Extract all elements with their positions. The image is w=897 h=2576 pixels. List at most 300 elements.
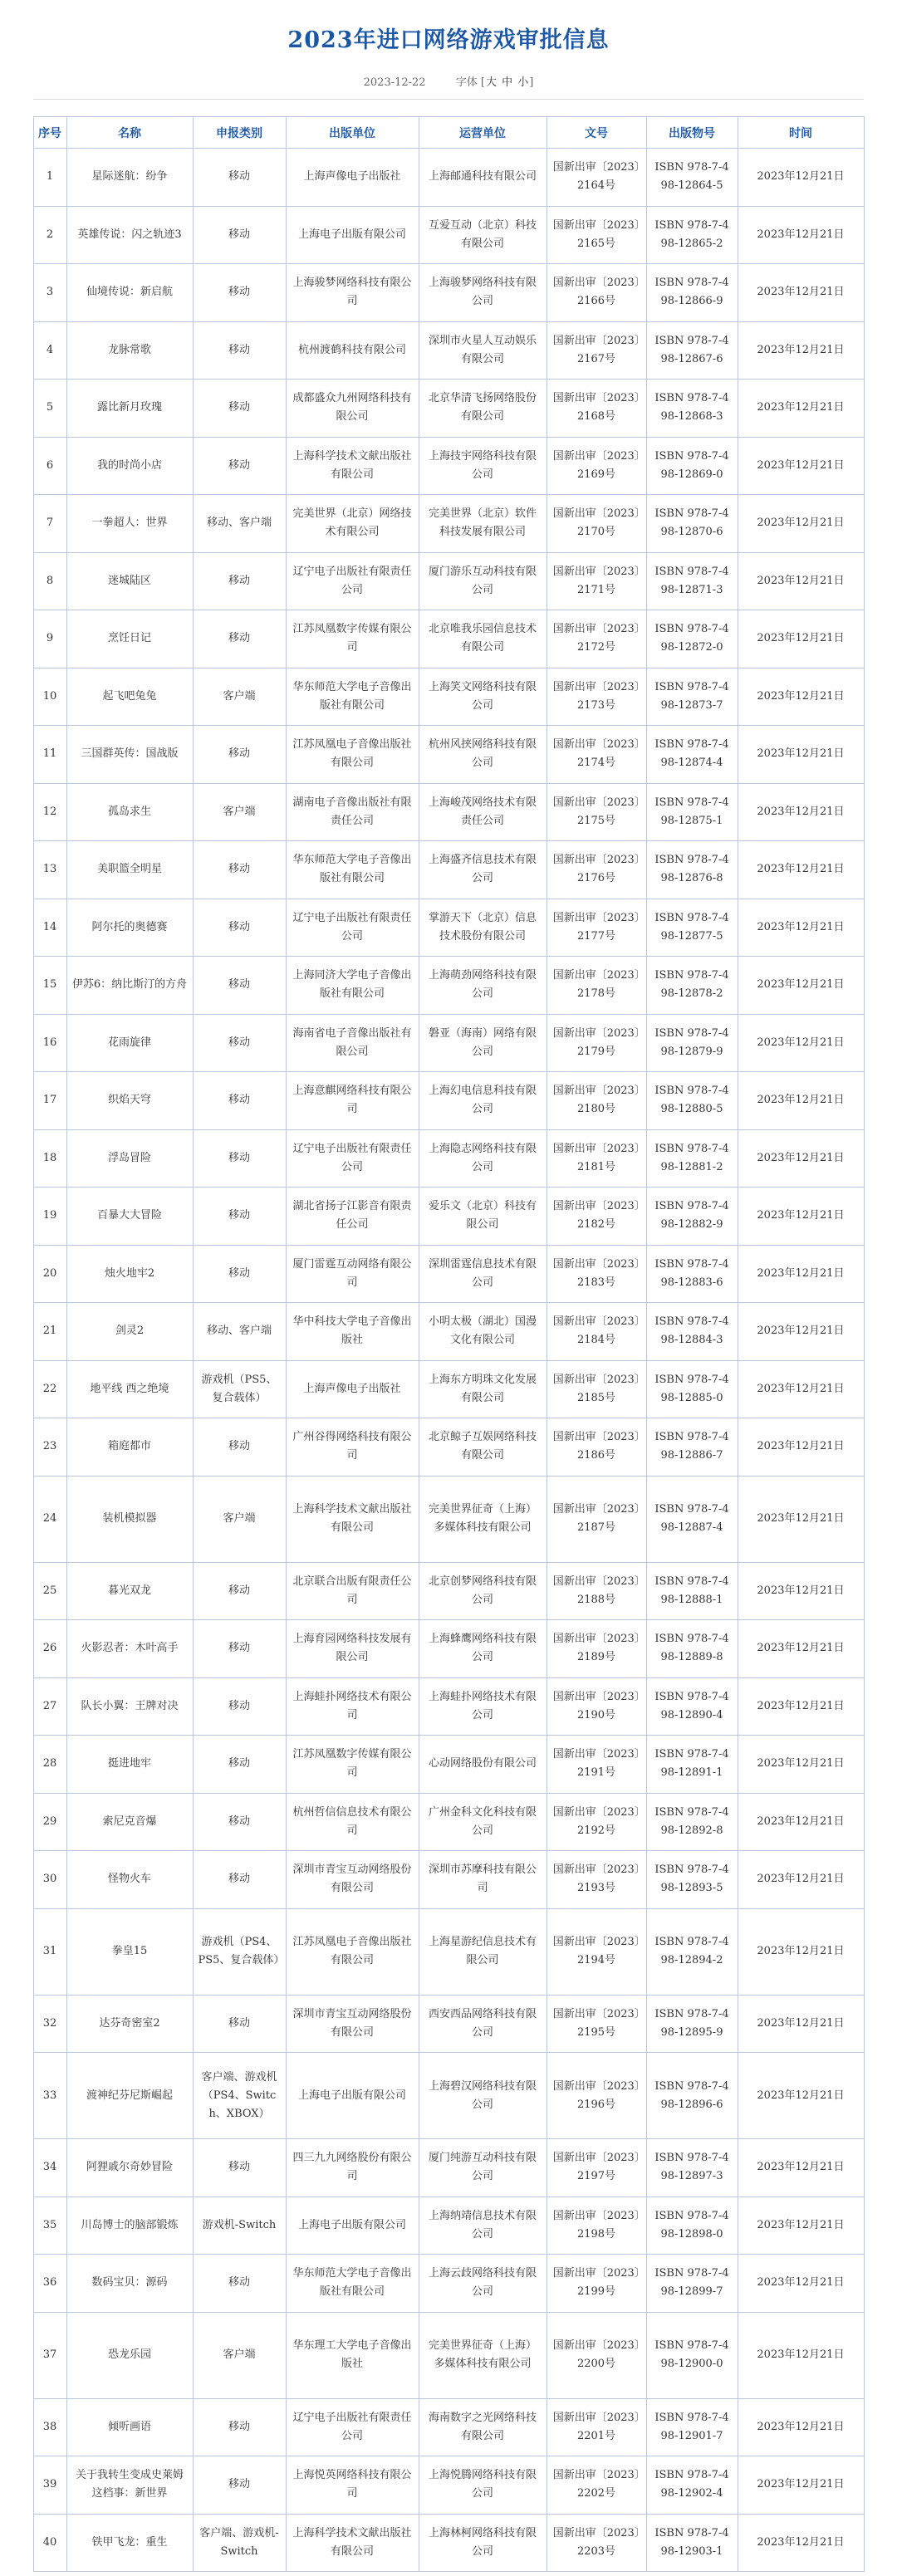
cell-operator: 心动网络股份有限公司 [419, 1736, 547, 1794]
table-row [33, 380, 864, 438]
cell-category: 客户端 [193, 1476, 286, 1562]
cell-category: 移动 [193, 726, 286, 784]
cell-name: 怪物火车 [66, 1851, 193, 1909]
cell-operator: 完美世界（北京）软件科技发展有限公司 [419, 495, 547, 553]
cell-date: 2023年12月21日 [738, 1188, 864, 1246]
cell-index: 32 [33, 1995, 66, 2053]
publish-date: 2023-12-22 [363, 76, 426, 89]
cell-date: 2023年12月21日 [738, 841, 864, 899]
cell-index: 6 [33, 437, 66, 495]
cell-publisher: 华中科技大学电子音像出版社 [286, 1303, 419, 1361]
cell-publisher: 上海电子出版有限公司 [286, 2053, 419, 2139]
cell-name: 渡神纪芬尼斯崛起 [66, 2053, 193, 2139]
cell-isbn: ISBN 978-7-498-12894-2 [646, 1908, 738, 1995]
cell-operator: 上海骏梦网络科技有限公司 [419, 264, 547, 322]
cell-category: 移动 [193, 1188, 286, 1246]
cell-category: 移动 [193, 149, 286, 207]
cell-publisher: 华东理工大学电子音像出版社 [286, 2312, 419, 2398]
table-row [33, 1014, 864, 1072]
cell-approval-no: 国新出审〔2023〕2182号 [547, 1188, 646, 1246]
cell-operator: 上海蛙扑网络技术有限公司 [419, 1677, 547, 1736]
cell-index: 39 [33, 2456, 66, 2515]
cell-category: 移动 [193, 437, 286, 495]
cell-index: 37 [33, 2312, 66, 2398]
cell-name: 烛火地牢2 [66, 1245, 193, 1303]
cell-operator: 广州金科文化科技有限公司 [419, 1793, 547, 1851]
table-row [33, 1851, 864, 1909]
cell-index: 1 [33, 149, 66, 207]
table-row [33, 1072, 864, 1130]
cell-isbn: ISBN 978-7-498-12902-4 [646, 2456, 738, 2515]
cell-isbn: ISBN 978-7-498-12870-6 [646, 495, 738, 553]
cell-publisher: 华东师范大学电子音像出版社有限公司 [286, 2255, 419, 2313]
cell-date: 2023年12月21日 [738, 1360, 864, 1418]
cell-publisher: 上海育园网络科技发展有限公司 [286, 1620, 419, 1678]
cell-date: 2023年12月21日 [738, 2398, 864, 2456]
cell-category: 移动 [193, 2456, 286, 2515]
cell-category: 游戏机（PS5、复合载体） [193, 1360, 286, 1418]
cell-name: 达芬奇密室2 [66, 1995, 193, 2053]
cell-category: 客户端 [193, 783, 286, 841]
cell-approval-no: 国新出审〔2023〕2170号 [547, 495, 646, 553]
cell-category: 移动 [193, 321, 286, 380]
cell-isbn: ISBN 978-7-498-12879-9 [646, 1014, 738, 1072]
cell-isbn: ISBN 978-7-498-12869-0 [646, 437, 738, 495]
cell-isbn: ISBN 978-7-498-12884-3 [646, 1303, 738, 1361]
cell-name: 装机模拟器 [66, 1476, 193, 1562]
cell-date: 2023年12月21日 [738, 783, 864, 841]
cell-publisher: 上海科学技术文献出版社有限公司 [286, 437, 419, 495]
table-row [33, 495, 864, 553]
cell-index: 16 [33, 1014, 66, 1072]
cell-isbn: ISBN 978-7-498-12873-7 [646, 668, 738, 726]
cell-isbn: ISBN 978-7-498-12901-7 [646, 2398, 738, 2456]
cell-approval-no: 国新出审〔2023〕2183号 [547, 1245, 646, 1303]
cell-publisher: 江苏凤凰电子音像出版社有限公司 [286, 1908, 419, 1995]
cell-publisher: 海南省电子音像出版社有限公司 [286, 1014, 419, 1072]
cell-publisher: 上海意麒网络科技有限公司 [286, 1072, 419, 1130]
font-size-label: 字体 [455, 76, 478, 89]
cell-category: 移动 [193, 1677, 286, 1736]
cell-isbn: ISBN 978-7-498-12888-1 [646, 1562, 738, 1620]
cell-index: 4 [33, 321, 66, 380]
table-row [33, 783, 864, 841]
cell-category: 移动 [193, 1562, 286, 1620]
cell-publisher: 上海声像电子出版社 [286, 149, 419, 207]
cell-index: 38 [33, 2398, 66, 2456]
cell-approval-no: 国新出审〔2023〕2166号 [547, 264, 646, 322]
cell-isbn: ISBN 978-7-498-12903-1 [646, 2514, 738, 2572]
cell-index: 18 [33, 1129, 66, 1188]
cell-approval-no: 国新出审〔2023〕2190号 [547, 1677, 646, 1736]
cell-operator: 上海悦腾网络科技有限公司 [419, 2456, 547, 2515]
cell-operator: 北京创梦网络科技有限公司 [419, 1562, 547, 1620]
table-row [33, 1620, 864, 1678]
column-header-name: 名称 [66, 117, 193, 149]
cell-approval-no: 国新出审〔2023〕2174号 [547, 726, 646, 784]
cell-date: 2023年12月21日 [738, 957, 864, 1015]
cell-date: 2023年12月21日 [738, 552, 864, 610]
cell-index: 7 [33, 495, 66, 553]
table-row [33, 2139, 864, 2197]
cell-operator: 深圳市火星人互动娱乐有限公司 [419, 321, 547, 380]
cell-operator: 上海纳靖信息技术有限公司 [419, 2196, 547, 2255]
font-size-medium-button[interactable]: 中 [502, 76, 513, 89]
cell-isbn: ISBN 978-7-498-12900-0 [646, 2312, 738, 2398]
cell-category: 移动 [193, 1129, 286, 1188]
cell-isbn: ISBN 978-7-498-12886-7 [646, 1418, 738, 1477]
cell-approval-no: 国新出审〔2023〕2191号 [547, 1736, 646, 1794]
cell-publisher: 湖北省扬子江影音有限责任公司 [286, 1188, 419, 1246]
cell-index: 30 [33, 1851, 66, 1909]
cell-name: 仙境传说：新启航 [66, 264, 193, 322]
cell-approval-no: 国新出审〔2023〕2192号 [547, 1793, 646, 1851]
cell-approval-no: 国新出审〔2023〕2165号 [547, 206, 646, 264]
table-row [33, 1245, 864, 1303]
cell-date: 2023年12月21日 [738, 321, 864, 380]
table-body [33, 149, 864, 2572]
cell-name: 三国群英传：国战版 [66, 726, 193, 784]
table-row [33, 437, 864, 495]
cell-operator: 海南数字之光网络科技有限公司 [419, 2398, 547, 2456]
cell-category: 客户端 [193, 2312, 286, 2398]
cell-approval-no: 国新出审〔2023〕2194号 [547, 1908, 646, 1995]
cell-category: 客户端、游戏机（PS4、Switch、XBOX） [193, 2053, 286, 2139]
cell-publisher: 厦门雷霆互动网络有限公司 [286, 1245, 419, 1303]
cell-approval-no: 国新出审〔2023〕2180号 [547, 1072, 646, 1130]
cell-publisher: 深圳市青宝互动网络股份有限公司 [286, 1995, 419, 2053]
table-row [33, 1129, 864, 1188]
table-row [33, 2312, 864, 2398]
cell-category: 移动 [193, 380, 286, 438]
cell-isbn: ISBN 978-7-498-12880-5 [646, 1072, 738, 1130]
cell-approval-no: 国新出审〔2023〕2199号 [547, 2255, 646, 2313]
cell-name: 拳皇15 [66, 1908, 193, 1995]
cell-category: 移动 [193, 1995, 286, 2053]
cell-category: 移动 [193, 552, 286, 610]
cell-approval-no: 国新出审〔2023〕2198号 [547, 2196, 646, 2255]
table-row [33, 2398, 864, 2456]
cell-index: 35 [33, 2196, 66, 2255]
cell-category: 移动 [193, 264, 286, 322]
cell-isbn: ISBN 978-7-498-12878-2 [646, 957, 738, 1015]
cell-date: 2023年12月21日 [738, 1476, 864, 1562]
table-row [33, 1908, 864, 1995]
cell-isbn: ISBN 978-7-498-12889-8 [646, 1620, 738, 1678]
table-row [33, 1736, 864, 1794]
cell-date: 2023年12月21日 [738, 264, 864, 322]
cell-date: 2023年12月21日 [738, 1072, 864, 1130]
cell-name: 索尼克音爆 [66, 1793, 193, 1851]
cell-isbn: ISBN 978-7-498-12868-3 [646, 380, 738, 438]
cell-name: 美职篮全明星 [66, 841, 193, 899]
cell-approval-no: 国新出审〔2023〕2175号 [547, 783, 646, 841]
cell-category: 移动 [193, 1014, 286, 1072]
cell-name: 倾听画语 [66, 2398, 193, 2456]
cell-date: 2023年12月21日 [738, 2312, 864, 2398]
table-row [33, 206, 864, 264]
cell-name: 关于我转生变成史莱姆这档事：新世界 [66, 2456, 193, 2515]
cell-category: 移动 [193, 206, 286, 264]
cell-isbn: ISBN 978-7-498-12899-7 [646, 2255, 738, 2313]
cell-approval-no: 国新出审〔2023〕2201号 [547, 2398, 646, 2456]
cell-publisher: 江苏凤凰电子音像出版社有限公司 [286, 726, 419, 784]
table-row [33, 2196, 864, 2255]
cell-name: 织焰天穹 [66, 1072, 193, 1130]
cell-approval-no: 国新出审〔2023〕2173号 [547, 668, 646, 726]
cell-category: 移动 [193, 1418, 286, 1477]
cell-operator: 完美世界征奇（上海）多媒体科技有限公司 [419, 1476, 547, 1562]
cell-category: 移动 [193, 1793, 286, 1851]
cell-isbn: ISBN 978-7-498-12865-2 [646, 206, 738, 264]
cell-approval-no: 国新出审〔2023〕2178号 [547, 957, 646, 1015]
bracket-open: [ [480, 76, 485, 89]
cell-date: 2023年12月21日 [738, 1677, 864, 1736]
cell-isbn: ISBN 978-7-498-12896-6 [646, 2053, 738, 2139]
cell-index: 8 [33, 552, 66, 610]
cell-approval-no: 国新出审〔2023〕2188号 [547, 1562, 646, 1620]
cell-name: 川岛博士的脑部锻炼 [66, 2196, 193, 2255]
cell-approval-no: 国新出审〔2023〕2187号 [547, 1476, 646, 1562]
cell-category: 移动 [193, 2139, 286, 2197]
cell-operator: 上海星游纪信息技术有限公司 [419, 1908, 547, 1995]
cell-operator: 上海碧汉网络科技有限公司 [419, 2053, 547, 2139]
cell-name: 英雄传说：闪之轨迹3 [66, 206, 193, 264]
column-header-index: 序号 [33, 117, 66, 149]
cell-publisher: 辽宁电子出版社有限责任公司 [286, 552, 419, 610]
table-row [33, 1360, 864, 1418]
bracket-close: ] [529, 76, 534, 89]
table-row [33, 1677, 864, 1736]
cell-operator: 小明太极（湖北）国漫文化有限公司 [419, 1303, 547, 1361]
cell-date: 2023年12月21日 [738, 1562, 864, 1620]
cell-publisher: 华东师范大学电子音像出版社有限公司 [286, 841, 419, 899]
cell-approval-no: 国新出审〔2023〕2193号 [547, 1851, 646, 1909]
table-row [33, 841, 864, 899]
cell-publisher: 上海骏梦网络科技有限公司 [286, 264, 419, 322]
cell-operator: 上海蜂鹰网络科技有限公司 [419, 1620, 547, 1678]
cell-category: 移动 [193, 1072, 286, 1130]
cell-isbn: ISBN 978-7-498-12891-1 [646, 1736, 738, 1794]
table-row [33, 668, 864, 726]
table-row [33, 1476, 864, 1562]
table-row [33, 1562, 864, 1620]
cell-name: 暮光双龙 [66, 1562, 193, 1620]
cell-approval-no: 国新出审〔2023〕2186号 [547, 1418, 646, 1477]
column-header-publisher: 出版单位 [286, 117, 419, 149]
cell-operator: 北京鲸子互娱网络科技有限公司 [419, 1418, 547, 1477]
cell-publisher: 北京联合出版有限责任公司 [286, 1562, 419, 1620]
cell-date: 2023年12月21日 [738, 1620, 864, 1678]
table-row [33, 2456, 864, 2515]
cell-name: 起飞吧兔兔 [66, 668, 193, 726]
column-header-approval-no: 文号 [547, 117, 646, 149]
cell-approval-no: 国新出审〔2023〕2169号 [547, 437, 646, 495]
cell-publisher: 上海蛙扑网络技术有限公司 [286, 1677, 419, 1736]
cell-name: 火影忍者：木叶高手 [66, 1620, 193, 1678]
cell-index: 20 [33, 1245, 66, 1303]
table-row [33, 2053, 864, 2139]
cell-name: 数码宝贝：源码 [66, 2255, 193, 2313]
font-size-large-button[interactable]: 大 [485, 76, 497, 89]
cell-publisher: 辽宁电子出版社有限责任公司 [286, 899, 419, 957]
cell-approval-no: 国新出审〔2023〕2177号 [547, 899, 646, 957]
cell-approval-no: 国新出审〔2023〕2168号 [547, 380, 646, 438]
cell-publisher: 杭州哲信信息技术有限公司 [286, 1793, 419, 1851]
cell-date: 2023年12月21日 [738, 437, 864, 495]
table-row [33, 552, 864, 610]
cell-approval-no: 国新出审〔2023〕2189号 [547, 1620, 646, 1678]
cell-category: 移动 [193, 1620, 286, 1678]
cell-approval-no: 国新出审〔2023〕2200号 [547, 2312, 646, 2398]
cell-approval-no: 国新出审〔2023〕2179号 [547, 1014, 646, 1072]
cell-date: 2023年12月21日 [738, 380, 864, 438]
approval-table [33, 116, 865, 2572]
cell-category: 移动 [193, 957, 286, 1015]
table-row [33, 321, 864, 380]
cell-publisher: 广州谷得网络科技有限公司 [286, 1418, 419, 1477]
cell-index: 31 [33, 1908, 66, 1995]
cell-index: 5 [33, 380, 66, 438]
cell-approval-no: 国新出审〔2023〕2164号 [547, 149, 646, 207]
article-meta [33, 66, 864, 100]
cell-isbn: ISBN 978-7-498-12890-4 [646, 1677, 738, 1736]
cell-name: 星际迷航：纷争 [66, 149, 193, 207]
cell-date: 2023年12月21日 [738, 899, 864, 957]
cell-name: 一拳超人：世界 [66, 495, 193, 553]
cell-category: 游戏机-Switch [193, 2196, 286, 2255]
page-title: 2023年进口网络游戏审批信息 [287, 27, 610, 53]
cell-approval-no: 国新出审〔2023〕2196号 [547, 2053, 646, 2139]
cell-category: 移动、客户端 [193, 1303, 286, 1361]
table-row [33, 610, 864, 668]
cell-operator: 上海云歧网络科技有限公司 [419, 2255, 547, 2313]
column-header-category: 申报类别 [193, 117, 286, 149]
cell-isbn: ISBN 978-7-498-12866-9 [646, 264, 738, 322]
cell-name: 队长小翼：王牌对决 [66, 1677, 193, 1736]
font-size-control [456, 76, 534, 89]
cell-publisher: 上海悦英网络科技有限公司 [286, 2456, 419, 2515]
cell-category: 移动 [193, 1736, 286, 1794]
cell-approval-no: 国新出审〔2023〕2167号 [547, 321, 646, 380]
cell-index: 14 [33, 899, 66, 957]
cell-isbn: ISBN 978-7-498-12895-9 [646, 1995, 738, 2053]
cell-index: 17 [33, 1072, 66, 1130]
cell-name: 烹饪日记 [66, 610, 193, 668]
cell-approval-no: 国新出审〔2023〕2171号 [547, 552, 646, 610]
cell-publisher: 华东师范大学电子音像出版社有限公司 [286, 668, 419, 726]
cell-operator: 深圳市苏摩科技有限公司 [419, 1851, 547, 1909]
cell-approval-no: 国新出审〔2023〕2202号 [547, 2456, 646, 2515]
cell-index: 10 [33, 668, 66, 726]
cell-operator: 互爱互动（北京）科技有限公司 [419, 206, 547, 264]
cell-index: 28 [33, 1736, 66, 1794]
table-header-row [33, 117, 864, 149]
cell-publisher: 完美世界（北京）网络技术有限公司 [286, 495, 419, 553]
cell-date: 2023年12月21日 [738, 668, 864, 726]
cell-operator: 磐亚（海南）网络有限公司 [419, 1014, 547, 1072]
cell-index: 23 [33, 1418, 66, 1477]
cell-date: 2023年12月21日 [738, 2514, 864, 2572]
cell-publisher: 杭州渡鹤科技有限公司 [286, 321, 419, 380]
cell-publisher: 江苏凤凰数字传媒有限公司 [286, 610, 419, 668]
cell-approval-no: 国新出审〔2023〕2176号 [547, 841, 646, 899]
cell-approval-no: 国新出审〔2023〕2184号 [547, 1303, 646, 1361]
cell-date: 2023年12月21日 [738, 1995, 864, 2053]
table-row [33, 149, 864, 207]
cell-category: 移动 [193, 841, 286, 899]
cell-name: 孤岛求生 [66, 783, 193, 841]
cell-category: 客户端、游戏机-Switch [193, 2514, 286, 2572]
table-row [33, 264, 864, 322]
cell-publisher: 辽宁电子出版社有限责任公司 [286, 1129, 419, 1188]
cell-isbn: ISBN 978-7-498-12874-4 [646, 726, 738, 784]
cell-date: 2023年12月21日 [738, 1851, 864, 1909]
cell-category: 移动 [193, 899, 286, 957]
cell-date: 2023年12月21日 [738, 1793, 864, 1851]
table-row [33, 1995, 864, 2053]
cell-publisher: 上海电子出版有限公司 [286, 206, 419, 264]
cell-date: 2023年12月21日 [738, 2053, 864, 2139]
cell-date: 2023年12月21日 [738, 1736, 864, 1794]
cell-publisher: 辽宁电子出版社有限责任公司 [286, 2398, 419, 2456]
cell-publisher: 上海科学技术文献出版社有限公司 [286, 1476, 419, 1562]
cell-publisher: 四三九九网络股份有限公司 [286, 2139, 419, 2197]
cell-name: 露比新月玫瑰 [66, 380, 193, 438]
cell-index: 9 [33, 610, 66, 668]
cell-category: 移动 [193, 1851, 286, 1909]
font-size-small-button[interactable]: 小 [517, 76, 529, 89]
cell-publisher: 湖南电子音像出版社有限责任公司 [286, 783, 419, 841]
cell-name: 龙脉常歌 [66, 321, 193, 380]
cell-operator: 杭州风挟网络科技有限公司 [419, 726, 547, 784]
cell-operator: 完美世界征奇（上海）多媒体科技有限公司 [419, 2312, 547, 2398]
cell-isbn: ISBN 978-7-498-12882-9 [646, 1188, 738, 1246]
cell-operator: 上海萌劲网络科技有限公司 [419, 957, 547, 1015]
table-row [33, 899, 864, 957]
cell-operator: 上海盛齐信息技术有限公司 [419, 841, 547, 899]
cell-publisher: 上海同济大学电子音像出版社有限公司 [286, 957, 419, 1015]
cell-index: 25 [33, 1562, 66, 1620]
table-row [33, 2255, 864, 2313]
cell-operator: 上海邮通科技有限公司 [419, 149, 547, 207]
cell-category: 移动 [193, 2398, 286, 2456]
cell-category: 游戏机（PS4、PS5、复合载体） [193, 1908, 286, 1995]
cell-category: 客户端 [193, 668, 286, 726]
table-row [33, 2514, 864, 2572]
cell-category: 移动 [193, 2255, 286, 2313]
cell-index: 34 [33, 2139, 66, 2197]
cell-name: 阿狸戚尔奇妙冒险 [66, 2139, 193, 2197]
cell-isbn: ISBN 978-7-498-12871-3 [646, 552, 738, 610]
cell-approval-no: 国新出审〔2023〕2203号 [547, 2514, 646, 2572]
cell-index: 24 [33, 1476, 66, 1562]
cell-approval-no: 国新出审〔2023〕2172号 [547, 610, 646, 668]
cell-operator: 上海幻电信息科技有限公司 [419, 1072, 547, 1130]
cell-date: 2023年12月21日 [738, 610, 864, 668]
cell-date: 2023年12月21日 [738, 1418, 864, 1477]
cell-name: 箱庭都市 [66, 1418, 193, 1477]
cell-isbn: ISBN 978-7-498-12897-3 [646, 2139, 738, 2197]
cell-date: 2023年12月21日 [738, 495, 864, 553]
cell-operator: 西安西品网络科技有限公司 [419, 1995, 547, 2053]
cell-date: 2023年12月21日 [738, 1014, 864, 1072]
cell-name: 铁甲飞龙：重生 [66, 2514, 193, 2572]
cell-index: 11 [33, 726, 66, 784]
cell-category: 移动 [193, 610, 286, 668]
cell-index: 19 [33, 1188, 66, 1246]
cell-category: 移动、客户端 [193, 495, 286, 553]
